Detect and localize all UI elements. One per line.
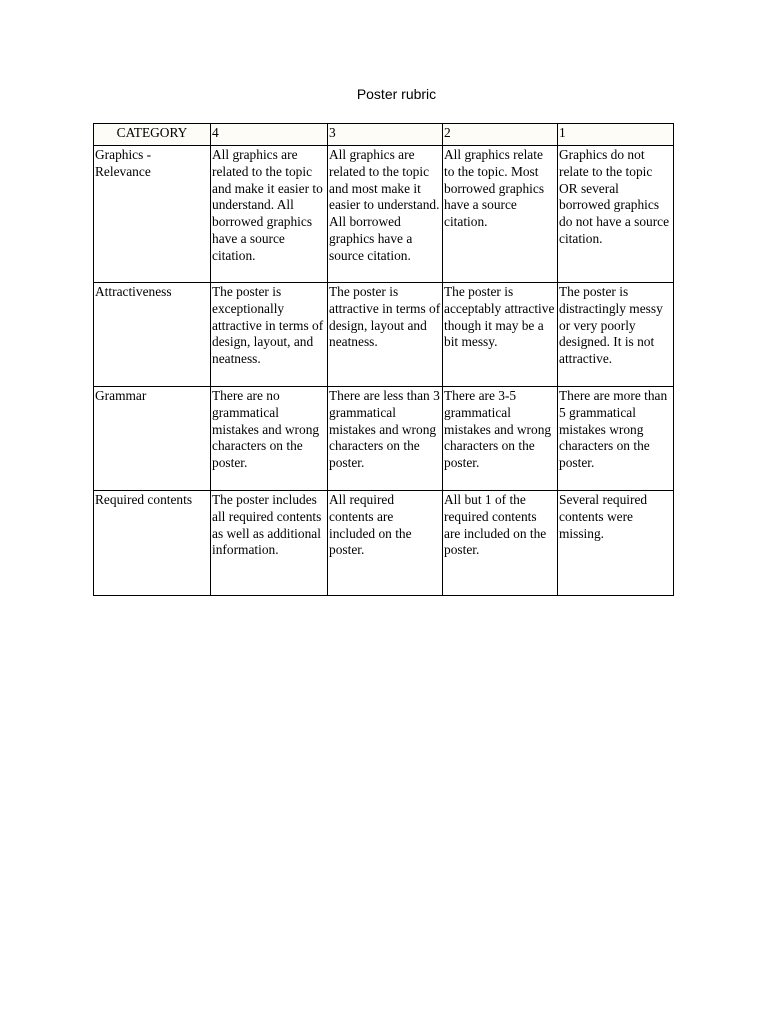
score-3-cell: All graphics are related to the topic and most make it easier to understand. All borrowed graphics have a source citation. [328, 146, 443, 283]
header-score-3: 3 [328, 124, 443, 146]
header-score-4: 4 [211, 124, 328, 146]
score-2-cell: All graphics relate to the topic. Most borrowed graphics have a source citation. [443, 146, 558, 283]
header-score-2: 2 [443, 124, 558, 146]
score-3-cell: All required contents are included on the poster. [328, 491, 443, 596]
table-row [94, 283, 674, 387]
row-category-cell: Graphics - Relevance [94, 146, 211, 283]
table-header-row [94, 124, 674, 146]
score-1-cell: Graphics do not relate to the topic OR several borrowed graphics do not have a source citation. [558, 146, 674, 283]
rubric-table [93, 123, 674, 596]
page-title: Poster rubric [356, 86, 437, 102]
score-1-cell: There are more than 5 grammatical mistakes wrong characters on the poster. [558, 387, 674, 491]
score-2-cell: There are 3-5 grammatical mistakes and wrong characters on the poster. [443, 387, 558, 491]
score-4-cell: The poster includes all required contents as well as additional information. [211, 491, 328, 596]
table-row [94, 146, 674, 283]
score-1-cell: The poster is distractingly messy or very poorly designed. It is not attractive. [558, 283, 674, 387]
score-4-cell: The poster is exceptionally attractive in terms of design, layout, and neatness. [211, 283, 328, 387]
row-category-cell: Grammar [94, 387, 211, 491]
score-3-cell: The poster is attractive in terms of design, layout and neatness. [328, 283, 443, 387]
table-row [94, 491, 674, 596]
row-category-cell: Required contents [94, 491, 211, 596]
score-3-cell: There are less than 3 grammatical mistakes and wrong characters on the poster. [328, 387, 443, 491]
score-1-cell: Several required contents were missing. [558, 491, 674, 596]
score-2-cell: All but 1 of the required contents are included on the poster. [443, 491, 558, 596]
header-category: CATEGORY [94, 124, 211, 146]
score-4-cell: All graphics are related to the topic and make it easier to understand. All borrowed graphics have a source citation. [211, 146, 328, 283]
header-score-1: 1 [558, 124, 674, 146]
row-category-cell: Attractiveness [94, 283, 211, 387]
score-2-cell: The poster is acceptably attractive though it may be a bit messy. [443, 283, 558, 387]
table-row [94, 387, 674, 491]
score-4-cell: There are no grammatical mistakes and wrong characters on the poster. [211, 387, 328, 491]
